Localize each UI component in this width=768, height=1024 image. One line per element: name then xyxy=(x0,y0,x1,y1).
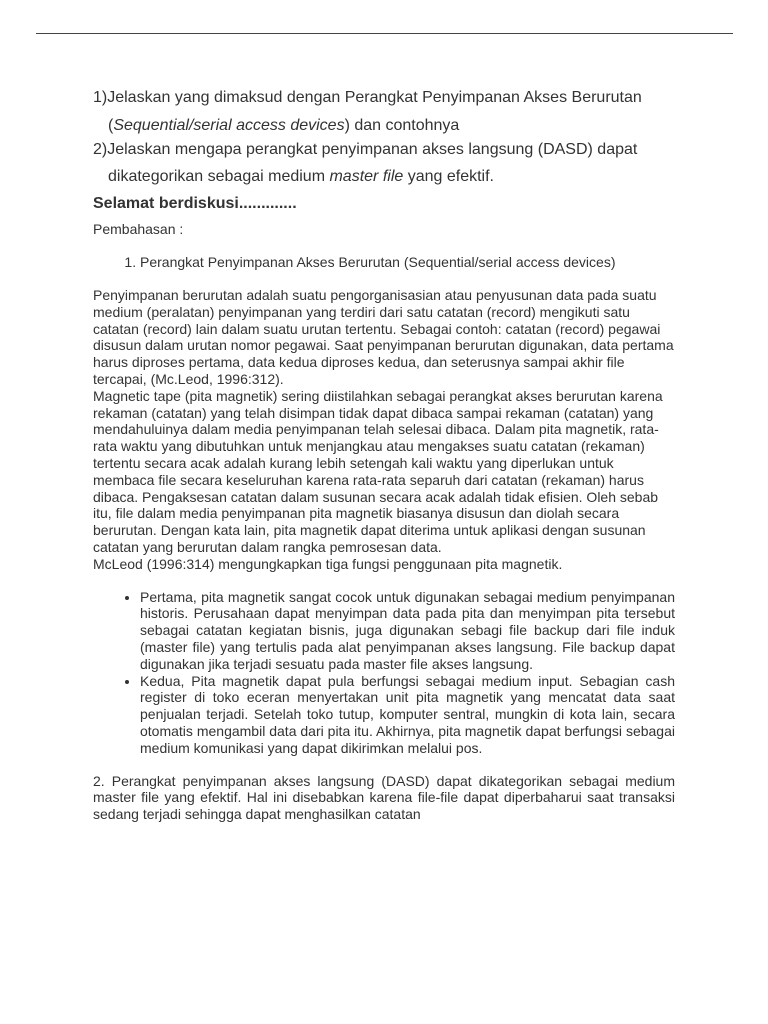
q2-italic-term: master file xyxy=(329,168,404,185)
closing-line: Selamat berdiskusi............. xyxy=(93,195,297,212)
question-2-continuation xyxy=(93,167,675,186)
header-rule xyxy=(36,33,733,34)
q1-tail: ) dan contohnya xyxy=(344,117,460,134)
document-body xyxy=(93,88,675,823)
q2-lead: dikategorikan sebagai medium xyxy=(108,168,330,185)
bullet-item-first: • Pertama, pita magnetik sangat cocok untuk digunakan sebagai medium penyimpanan historis. Perusahaan dapat menyimpan data pada pita dan menyimpan pita tersebut sebagai catatan kegiatan bisnis, juga digunakan sebagi file backup dari file induk (master file) yang tertulis pada alat penyimpanan akses langsung. File backup dapat digunakan jika terjadi sesuatu pada master file akses langsung. xyxy=(140,589,675,673)
numbered-list xyxy=(93,254,675,271)
paragraph-magnetic-tape: Magnetic tape (pita magnetik) sering diistilahkan sebagai perangkat akses berurutan karena rekaman (catatan) yang telah disimpan tidak dapat dibaca sampai rekaman (catatan) yang mendahuluinya dalam media penyimpanan telah selesai dibaca. Dalam pita magnetik, rata-rata waktu yang dibutuhkan untuk menjangkau atau mengakses suatu catatan (rekaman) tertentu secara acak adalah kurang lebih setengah kali waktu yang diperlukan untuk membaca file secara keseluruhan karena rata-rata separuh dari catatan (rekaman) harus dibaca. Pengaksesan catatan dalam susunan secara acak adalah tidak efisien. Oleh sebab itu, file dalam media penyimpanan pita magnetik biasanya disusun dan diolah secara berurutan. Dengan kata lain, pita magnetik dapat diterima untuk aplikasi dengan susunan catatan yang berurutan dalam rangka pemrosesan data. xyxy=(93,387,663,555)
q1-open-paren: ( xyxy=(108,117,114,134)
numbered-item: 1. Perangkat Penyimpanan Akses Berurutan (Sequential/serial access devices) xyxy=(140,254,675,271)
paragraph-mcleod: McLeod (1996:314) mengungkapkan tiga fungsi penggunaan pita magnetik. xyxy=(93,555,563,572)
section-label: Pembahasan : xyxy=(93,221,184,237)
q1-italic-term: Sequential/serial access devices xyxy=(113,117,345,134)
paragraph-section-2: 2. Perangkat penyimpanan akses langsung (DASD) dapat dikategorikan sebagai medium master file yang efektif. Hal ini disebabkan karena file-file dapat diperbaharui saat transaksi sedang terjadi sehingga dapat menghasilkan catatan xyxy=(93,772,675,823)
question-2: 2)Jelaskan mengapa perangkat penyimpanan akses langsung (DASD) dapat xyxy=(93,141,638,158)
bullet-item-second: • Kedua, Pita magnetik dapat pula berfungsi sebagai medium input. Sebagian cash register di toko eceran menyertakan unit pita magnetik yang mencatat data saat penjualan terjadi. Setelah toko tutup, komputer sentral, mungkin di kota lain, secara otomatis mengambil data dari pita itu. Akhirnya, pita magnetik dapat berfungsi sebagai medium komunikasi yang dapat dikirimkan melalui pos. xyxy=(140,673,675,757)
paragraph-sequential-storage: Penyimpanan berurutan adalah suatu pengorganisasian atau penyusunan data pada suatu medium (peralatan) penyimpanan yang terdiri dari satu catatan (record) mengikuti satu catatan (record) lain dalam suatu urutan tertentu. Sebagai contoh: catatan (record) pegawai disusun dalam urutan nomor pegawai. Saat penyimpanan berurutan digunakan, data pertama harus diproses pertama, data kedua diproses kedua, dan seterusnya sampai akhir file tercapai, (Mc.Leod, 1996:312). xyxy=(93,287,674,387)
q2-tail: yang efektif. xyxy=(403,168,494,185)
bullet-list xyxy=(93,589,675,757)
question-1: 1)Jelaskan yang dimaksud dengan Perangkat Penyimpanan Akses Berurutan xyxy=(93,89,642,106)
question-1-continuation xyxy=(93,116,675,135)
